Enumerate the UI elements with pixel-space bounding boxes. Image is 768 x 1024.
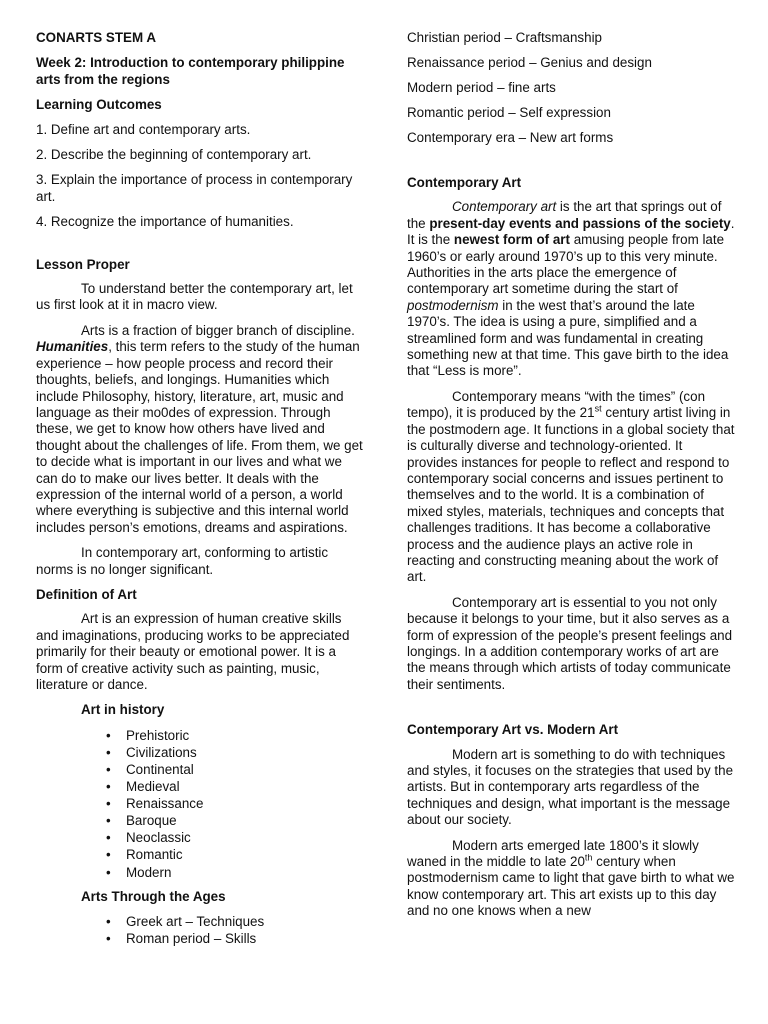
vs-modern-heading: Contemporary Art vs. Modern Art <box>407 722 619 738</box>
list-item: • Modern <box>36 864 366 881</box>
learning-outcome-item: 2. Describe the beginning of contemporary art. <box>36 147 312 163</box>
period-item: Renaissance period – Genius and design <box>407 55 652 70</box>
list-item: • Medieval <box>36 778 366 795</box>
list-item: • Renaissance <box>36 795 366 812</box>
list-item: • Greek art – Techniques <box>36 913 366 930</box>
learning-outcomes-heading: Learning Outcomes <box>36 97 162 113</box>
arts-through-ages-heading: Arts Through the Ages <box>81 888 226 904</box>
learning-outcome-item: 4. Recognize the importance of humanities. <box>36 214 294 230</box>
document-title: CONARTS STEM A <box>36 30 157 45</box>
vs-modern-paragraph-1: Modern art is something to do with techniques and styles, it focuses on the strategies that used by the artists. But in contemporary arts regardless of the techniques and design, what important is the message about our society. <box>407 746 734 828</box>
period-item: Contemporary era – New art forms <box>407 130 614 145</box>
period-item: Modern period – fine arts <box>407 80 556 95</box>
list-item: • Neoclassic <box>36 829 366 846</box>
learning-outcome-item: 1. Define art and contemporary arts. <box>36 121 251 137</box>
arts-through-ages-list <box>36 913 366 947</box>
week-heading: Week 2: Introduction to contemporary philippine arts from the regions <box>36 55 345 87</box>
list-item: • Romantic <box>36 846 366 863</box>
contemporary-art-heading: Contemporary Art <box>407 175 522 190</box>
art-in-history-list <box>36 727 366 881</box>
contemporary-paragraph-1: Contemporary art is the art that springs out of the present-day events and passions of the society. It is the newest form of art amusing people from late 1960’s or early around 1970’s up to this very minute. Authorities in the arts place the emergence of contemporary art sometime during the start of postmodernism in the west that’s around the late 1970’s. The idea is using a pure, simplified and a streamlined form and was fundamental in creating something new at that time. This gave birth to the idea that “Less is more”. <box>407 199 735 379</box>
definition-paragraph: Art is an expression of human creative skills and imaginations, producing works to be appreciated primarily for their beauty or emotional power. It is a form of creative activity such as painting, music, literature or dance. <box>36 611 350 692</box>
list-item: • Roman period – Skills <box>36 930 366 947</box>
lesson-paragraph-2: Arts is a fraction of bigger branch of discipline. Humanities, this term refers to the study of the human experience – how people process and record their thoughts, beliefs, and longings. Humanities which include Philosophy, history, literature, art, music and language as their mo0des of expression. Through these, we get to know how others have lived and thought about the challenges of life. From them, we get to decide what is important in our lives and what we can do to make our lives better. It deals with the expression of the internal world of a person, a world where everything is subjective and this internal world includes person’s emotions, dreams and aspirations. <box>36 322 363 535</box>
period-item: Romantic period – Self expression <box>407 105 611 120</box>
vs-modern-paragraph-2: Modern arts emerged late 1800’s it slowly waned in the middle to late 20th century when postmodernism came to light that gave birth to what we know contemporary art. This art exists up to this day and no one knows when a new <box>407 837 735 919</box>
contemporary-paragraph-2: Contemporary means “with the times” (con tempo), it is produced by the 21st century artist living in the postmodern age. It functions in a global society that is culturally diverse and technology-oriented. It provides instances for people to reflect and respond to contemporary social concerns and issues pertinent to themselves and to the world. It is a combination of mixed styles, materials, techniques and concepts that challenges traditions. It has become a collaborative process and the audience plays an active role in reacting and constructing meaning about the work of art. <box>407 388 735 585</box>
learning-outcome-item: 3. Explain the importance of process in contemporary art. <box>36 172 353 204</box>
art-in-history-heading: Art in history <box>81 702 165 718</box>
definition-heading: Definition of Art <box>36 586 137 602</box>
right-column <box>407 30 735 929</box>
list-item: • Prehistoric <box>36 727 366 744</box>
lesson-proper-heading: Lesson Proper <box>36 256 130 272</box>
lesson-paragraph-1: To understand better the contemporary art, let us first look at it in macro view. <box>36 281 353 313</box>
list-item: • Civilizations <box>36 744 366 761</box>
contemporary-paragraph-3: Contemporary art is essential to you not only because it belongs to your time, but it also serves as a form of expression of the people’s present feelings and longings. In a addition contemporary works of art are the means through which artists of today communicate their sentiments. <box>407 594 733 692</box>
list-item: • Continental <box>36 761 366 778</box>
left-column <box>36 30 366 955</box>
lesson-paragraph-3: In contemporary art, conforming to artistic norms is no longer significant. <box>36 545 329 577</box>
humanities-term: Humanities <box>36 339 109 355</box>
list-item: • Baroque <box>36 812 366 829</box>
period-item: Christian period – Craftsmanship <box>407 30 602 45</box>
